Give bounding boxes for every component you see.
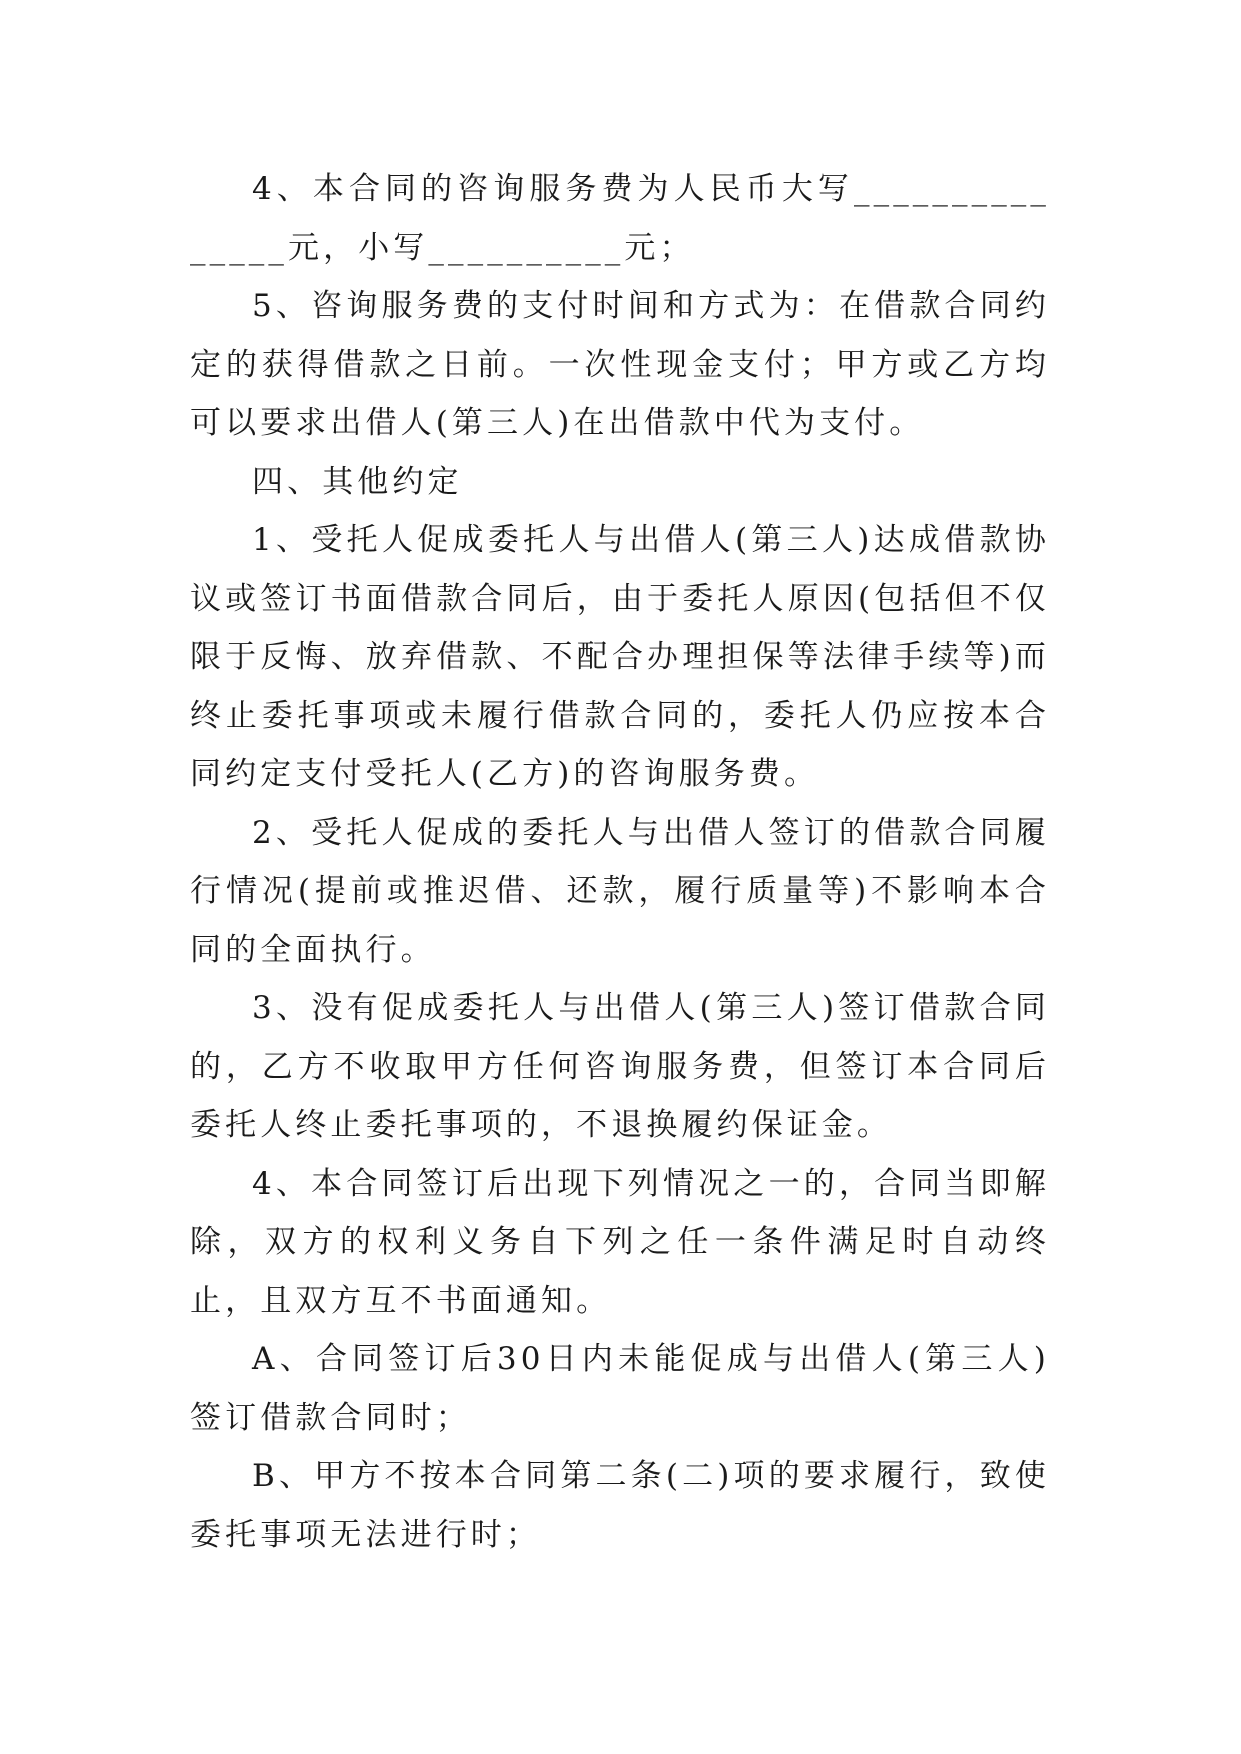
clause-fee-amount: 4、本合同的咨询服务费为人民币大写_______________元，小写__________元； (190, 171, 1050, 266)
clause-other-4: 4、本合同签订后出现下列情况之一的，合同当即解除，双方的权利义务自下列之任一条件满足时自动终止，且双方互不书面通知。 (190, 1165, 1050, 1319)
section-heading-other-terms: 四、其他约定 (252, 463, 463, 500)
clause-condition-b: B、甲方不按本合同第二条(二)项的要求履行，致使委托事项无法进行时； (190, 1458, 1050, 1553)
clause-fee-payment: 5、咨询服务费的支付时间和方式为：在借款合同约定的获得借款之日前。一次性现金支付；甲方或乙方均可以要求出借人(第三人)在出借款中代为支付。 (190, 288, 1050, 441)
clause-condition-a: A、合同签订后30日内未能促成与出借人(第三人)签订借款合同时； (190, 1341, 1050, 1436)
clause-other-3: 3、没有促成委托人与出借人(第三人)签订借款合同的，乙方不收取甲方任何咨询服务费，但签订本合同后委托人终止委托事项的，不退换履约保证金。 (190, 990, 1050, 1143)
clause-other-2: 2、受托人促成的委托人与出借人签订的借款合同履行情况(提前或推迟借、还款，履行质量等)不影响本合同的全面执行。 (190, 814, 1050, 968)
clause-other-1: 1、受托人促成委托人与出借人(第三人)达成借款协议或签订书面借款合同后，由于委托人原因(包括但不仅限于反悔、放弃借款、不配合办理担保等法律手续等)而终止委托事项或未履行借款合同的，委托人仍应按本合同约定支付受托人(乙方)的咨询服务费。 (190, 522, 1050, 792)
document-body (190, 160, 1050, 1564)
